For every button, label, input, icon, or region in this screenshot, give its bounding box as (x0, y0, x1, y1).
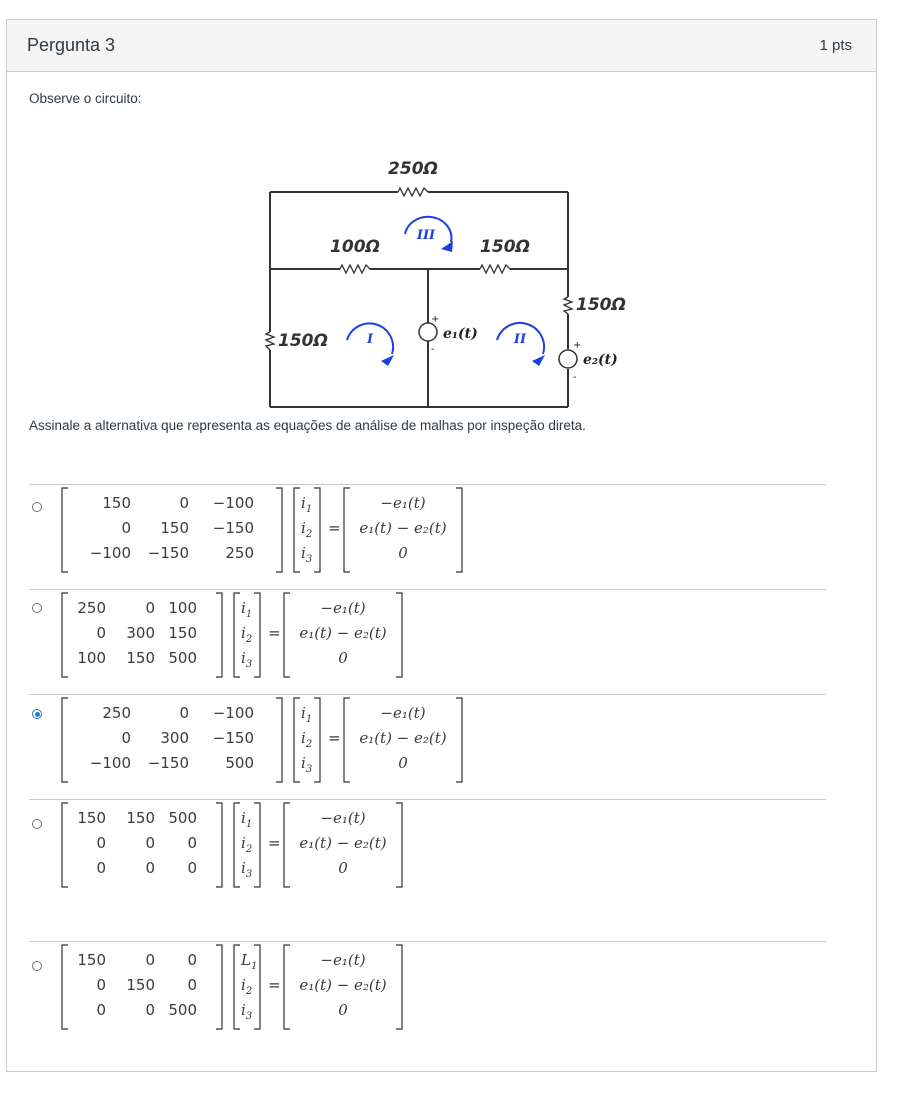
matrix-bracket (284, 593, 290, 677)
r-top-label: 250Ω (388, 159, 438, 179)
question-header (7, 20, 876, 72)
matrix-cell: 500 (225, 754, 254, 772)
matrix-cell: 0 (187, 834, 197, 852)
matrix-cell: 150 (126, 976, 155, 994)
r-left-label: 150Ω (278, 331, 328, 351)
matrix-cell: 150 (77, 951, 106, 969)
current-subscript: 1 (245, 819, 253, 830)
current-variable: $i_1$ (301, 494, 313, 515)
answer-radio[interactable] (32, 961, 42, 971)
current-variable: $i_2$ (241, 976, 253, 997)
matrix-cell: 0 (96, 1001, 106, 1019)
r-mid-right-label: 150Ω (480, 237, 530, 257)
matrix-bracket (396, 803, 402, 887)
rhs-cell: 0 (398, 544, 408, 562)
matrix-equation (56, 591, 816, 683)
matrix-cell: 150 (126, 809, 155, 827)
matrix-bracket (396, 593, 402, 677)
mesh-3-label: III (416, 228, 436, 243)
answer-option[interactable] (29, 486, 826, 586)
rhs-cell: 0 (338, 649, 348, 667)
answer-option[interactable] (29, 591, 826, 691)
matrix-cell: 150 (126, 649, 155, 667)
matrix-bracket (254, 803, 260, 887)
matrix-cell: 0 (96, 834, 106, 852)
matrix-cell: 300 (160, 729, 189, 747)
matrix-bracket (254, 945, 260, 1029)
matrix-cell: 0 (187, 976, 197, 994)
matrix-bracket (234, 593, 240, 677)
current-variable: $i_3$ (241, 859, 253, 880)
source-e1-minus: - (431, 344, 435, 355)
current-variable: $i_1$ (241, 809, 253, 830)
matrix-cell: −100 (212, 704, 254, 722)
current-variable: $i_2$ (301, 519, 313, 540)
source-e2-icon (559, 350, 577, 368)
matrix-bracket (314, 698, 320, 782)
matrix-bracket (234, 945, 240, 1029)
matrix-bracket (276, 488, 282, 572)
matrix-bracket (216, 803, 222, 887)
current-subscript: 2 (245, 634, 253, 645)
equals-sign: = (328, 729, 341, 747)
matrix-cell: 0 (96, 624, 106, 642)
rhs-cell: e₁(t) − e₂(t) (359, 519, 447, 537)
equals-sign: = (268, 976, 281, 994)
current-variable: $i_2$ (301, 729, 313, 750)
answer-separator (29, 589, 826, 590)
matrix-bracket (456, 698, 462, 782)
matrix-cell: 500 (168, 809, 197, 827)
current-subscript: 3 (305, 764, 313, 775)
rhs-cell: −e₁(t) (320, 809, 366, 827)
matrix-cell: 250 (102, 704, 131, 722)
source-e2-plus: + (573, 340, 582, 351)
answer-radio[interactable] (32, 502, 42, 512)
current-variable: $i_1$ (301, 704, 313, 725)
current-subscript: 1 (250, 961, 258, 972)
current-variable: $L_1$ (241, 951, 258, 972)
matrix-cell: 300 (126, 624, 155, 642)
matrix-cell: 0 (187, 859, 197, 877)
current-variable: $i_1$ (241, 599, 253, 620)
rhs-cell: −e₁(t) (380, 494, 426, 512)
answer-radio[interactable] (32, 709, 42, 719)
matrix-cell: −100 (89, 754, 131, 772)
matrix-cell: 100 (77, 649, 106, 667)
matrix-bracket (276, 698, 282, 782)
source-e2-label: e₂(t) (583, 352, 618, 368)
answer-separator (29, 694, 826, 695)
matrix-cell: 500 (168, 1001, 197, 1019)
question-points: 1 pts (819, 37, 852, 54)
equals-sign: = (328, 519, 341, 537)
current-subscript: 3 (305, 554, 313, 565)
matrix-bracket (62, 945, 68, 1029)
matrix-bracket (62, 698, 68, 782)
r-mid-left-label: 100Ω (330, 237, 380, 257)
matrix-bracket (234, 803, 240, 887)
matrix-bracket (456, 488, 462, 572)
matrix-cell: 150 (77, 809, 106, 827)
question-title: Pergunta 3 (27, 35, 116, 55)
answer-separator (29, 484, 826, 485)
matrix-bracket (216, 593, 222, 677)
matrix-cell: 0 (121, 729, 131, 747)
source-e1-plus: + (431, 314, 440, 325)
source-e1-label: e₁(t) (443, 326, 478, 342)
rhs-cell: 0 (338, 859, 348, 877)
matrix-cell: 0 (145, 599, 155, 617)
current-subscript: 2 (245, 986, 253, 997)
answer-separator (29, 941, 826, 942)
matrix-bracket (284, 945, 290, 1029)
matrix-cell: −150 (147, 544, 189, 562)
answer-radio[interactable] (32, 819, 42, 829)
matrix-cell: 0 (96, 859, 106, 877)
matrix-cell: 150 (168, 624, 197, 642)
current-subscript: 3 (245, 1011, 253, 1022)
rhs-cell: −e₁(t) (380, 704, 426, 722)
answer-option[interactable] (29, 696, 826, 796)
current-variable: $i_2$ (241, 624, 253, 645)
matrix-cell: 150 (160, 519, 189, 537)
question-intro: Observe o circuito: (29, 91, 142, 106)
matrix-cell: 0 (145, 1001, 155, 1019)
matrix-cell: 100 (168, 599, 197, 617)
matrix-cell: −100 (212, 494, 254, 512)
matrix-cell: 0 (187, 951, 197, 969)
matrix-equation (56, 486, 816, 578)
matrix-cell: 0 (179, 704, 189, 722)
matrix-bracket (216, 945, 222, 1029)
matrix-cell: −150 (212, 519, 254, 537)
rhs-cell: e₁(t) − e₂(t) (299, 976, 387, 994)
current-subscript: 3 (245, 869, 253, 880)
matrix-cell: 0 (121, 519, 131, 537)
matrix-bracket (62, 488, 68, 572)
current-subscript: 2 (245, 844, 253, 855)
current-variable: $i_2$ (241, 834, 253, 855)
matrix-cell: 0 (96, 976, 106, 994)
matrix-bracket (294, 488, 300, 572)
matrix-equation (56, 943, 816, 1035)
matrix-cell: 0 (145, 951, 155, 969)
matrix-cell: −150 (212, 729, 254, 747)
matrix-cell: 0 (145, 859, 155, 877)
source-e1-icon (419, 323, 437, 341)
matrix-bracket (254, 593, 260, 677)
current-variable: $i_3$ (241, 649, 253, 670)
rhs-cell: e₁(t) − e₂(t) (299, 834, 387, 852)
rhs-cell: −e₁(t) (320, 951, 366, 969)
matrix-bracket (62, 803, 68, 887)
answer-separator (29, 799, 826, 800)
current-variable: $i_3$ (301, 544, 313, 565)
matrix-bracket (344, 698, 350, 782)
rhs-cell: e₁(t) − e₂(t) (299, 624, 387, 642)
matrix-bracket (62, 593, 68, 677)
current-subscript: 1 (305, 504, 313, 515)
matrix-bracket (344, 488, 350, 572)
matrix-bracket (294, 698, 300, 782)
circuit-diagram (255, 142, 635, 417)
matrix-bracket (284, 803, 290, 887)
mesh-1-label: I (366, 332, 374, 347)
matrix-bracket (396, 945, 402, 1029)
answer-option[interactable] (29, 943, 826, 1043)
rhs-cell: e₁(t) − e₂(t) (359, 729, 447, 747)
matrix-cell: 250 (77, 599, 106, 617)
matrix-bracket (314, 488, 320, 572)
matrix-cell: −100 (89, 544, 131, 562)
current-variable: $i_3$ (241, 1001, 253, 1022)
equals-sign: = (268, 834, 281, 852)
answer-radio[interactable] (32, 603, 42, 613)
answer-option[interactable] (29, 801, 826, 901)
matrix-cell: 250 (225, 544, 254, 562)
rhs-cell: 0 (338, 1001, 348, 1019)
r-right-label: 150Ω (576, 295, 626, 315)
source-e2-minus: - (573, 372, 577, 383)
current-subscript: 3 (245, 659, 253, 670)
rhs-cell: 0 (398, 754, 408, 772)
matrix-equation (56, 696, 816, 788)
matrix-cell: 0 (145, 834, 155, 852)
current-subscript: 2 (305, 529, 313, 540)
matrix-cell: 150 (102, 494, 131, 512)
matrix-cell: 0 (179, 494, 189, 512)
matrix-equation (56, 801, 816, 893)
current-variable: $i_3$ (301, 754, 313, 775)
equals-sign: = (268, 624, 281, 642)
matrix-cell: 500 (168, 649, 197, 667)
mesh-2-label: II (513, 332, 527, 347)
current-subscript: 1 (245, 609, 253, 620)
question-prompt: Assinale a alternativa que representa as equações de análise de malhas por inspeção direta. (29, 418, 586, 433)
current-subscript: 2 (305, 739, 313, 750)
rhs-cell: −e₁(t) (320, 599, 366, 617)
current-subscript: 1 (305, 714, 313, 725)
matrix-cell: −150 (147, 754, 189, 772)
